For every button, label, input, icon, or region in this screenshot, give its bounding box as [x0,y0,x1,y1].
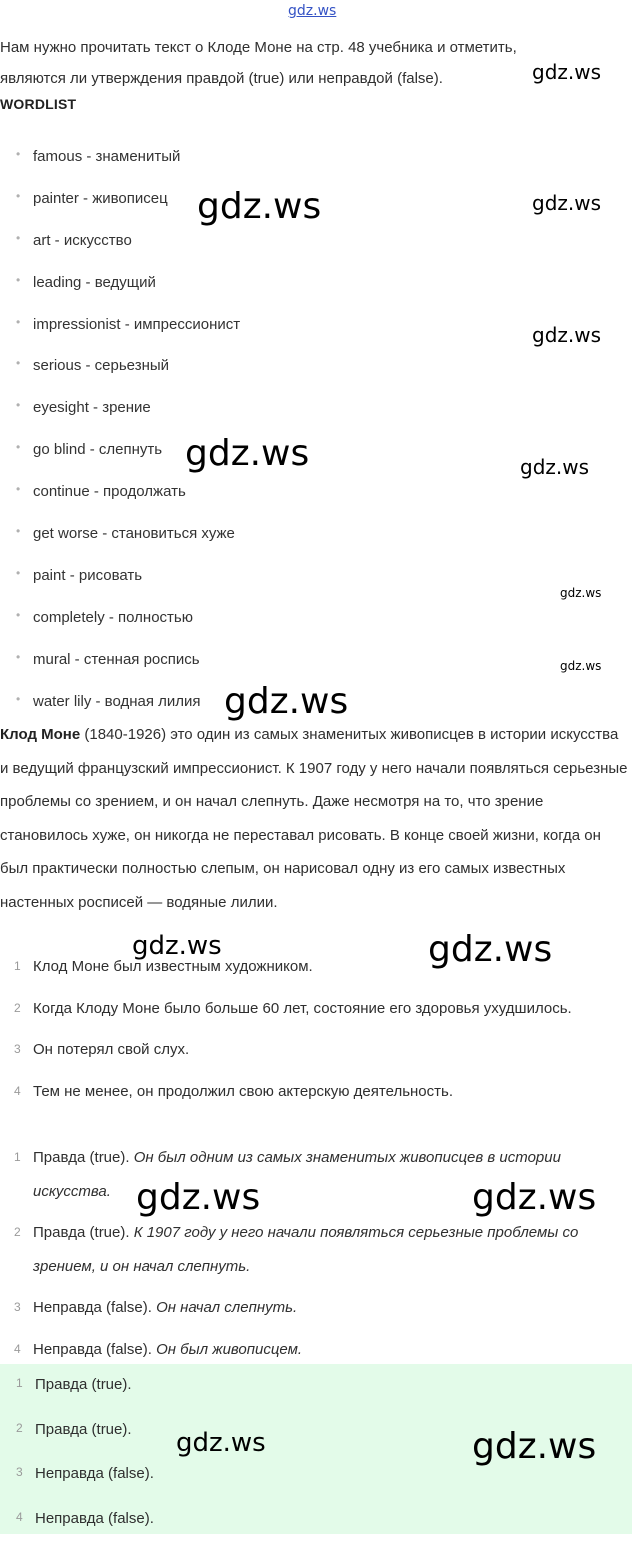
explanation-verdict: Правда (true). [33,1149,134,1166]
statement-number: 4 [14,1083,21,1098]
answer-number: 3 [16,1465,23,1480]
bullet-icon: • [16,188,21,203]
wordlist-item [0,345,632,387]
bullet-icon: • [16,272,21,287]
bullet-icon: • [16,230,21,245]
explanation-number: 4 [14,1341,21,1356]
explanation-list [0,1141,632,1366]
intro-line-1: Нам нужно прочитать текст о Клоде Моне на стр. 48 учебника и отметить, [0,39,517,56]
statement-number: 3 [14,1042,21,1056]
statement-number: 1 [14,959,21,973]
bullet-icon: • [16,398,21,413]
wordlist-item-text: eyesight - зрение [33,399,151,417]
answer-number: 1 [16,1376,23,1390]
wordlist-item-text: leading - ведущий [33,273,156,291]
answer-number: 4 [16,1510,23,1525]
watermark: gdz.ws [197,186,322,227]
story-paragraph [0,718,628,919]
wordlist-heading: WORDLIST [0,96,77,112]
explanation-verdict: Правда (true). [33,1224,134,1241]
story-text: (1840-1926) это один из самых знаменитых живописцев в истории искусства и ведущий французский импрессионист. К 1907 году у него начали появляться серьезные проблемы со зрением, и он начал слепнуть. Даже несмотря на то, что зрение становилось хуже, он никогда не переставал рисовать. В конце своей жизни, когда он был практически полностью слепым, он нарисовал одну из его самых известных настенных росписей — водяные лилии. [0,726,628,911]
wordlist-item-text: serious - серьезный [33,357,170,375]
wordlist-item-text: art - искусство [33,231,132,249]
watermark: gdz.ws [132,931,222,961]
wordlist-item [0,555,632,597]
explanation-item [0,1216,632,1283]
wordlist-item-text: get worse - становиться хуже [33,525,235,543]
intro-line-2: являются ли утверждения правдой (true) или неправдой (false). [0,70,443,87]
watermark: gdz.ws [532,191,602,215]
watermark: gdz.ws [472,1177,597,1218]
explanation-quote: Он начал слепнуть. [156,1299,298,1316]
statement-item [0,1075,632,1109]
explanation-verdict: Неправда (false). [33,1340,157,1358]
wordlist-item-text: impressionist - импрессионист [33,315,241,333]
bullet-icon: • [16,691,21,706]
statement-item [0,992,632,1026]
answer-text: Неправда (false). [35,1465,154,1483]
wordlist-item-text: continue - продолжать [33,483,186,501]
watermark: gdz.ws [185,433,310,474]
wordlist-item [0,387,632,429]
bullet-icon: • [16,649,21,664]
statement-text: Когда Клоду Моне было больше 60 лет, состояние его здоровья ухудшилось. [33,999,572,1017]
explanation-quote: К 1907 году у него начали появляться серьезные проблемы со зрением, и он начал слепнуть. [33,1224,579,1275]
bullet-icon: • [16,524,21,539]
watermark: gdz.ws [560,659,602,673]
answer-text: Правда (true). [35,1420,132,1438]
explanation-number: 3 [14,1300,21,1314]
explanation-verdict: Неправда (false). [33,1299,157,1316]
statement-number: 2 [14,1000,21,1015]
explanation-number: 1 [14,1150,21,1164]
explanation-quote: Он был одним из самых знаменитых живописцев в истории искусства. [33,1149,561,1200]
wordlist-item [0,136,632,178]
wordlist-item [0,597,632,639]
bullet-icon: • [16,314,21,329]
bullet-icon: • [16,565,21,580]
answer-text: Правда (true). [35,1376,132,1393]
wordlist-item-text: water lily - водная лилия [33,692,201,710]
wordlist-item-text: mural - стенная роспись [33,650,200,668]
statement-text: Он потерял свой слух. [33,1041,190,1058]
watermark: gdz.ws [532,60,602,84]
answer-item [0,1498,632,1543]
wordlist-item [0,639,632,681]
watermark: gdz.ws [520,455,590,479]
wordlist-item-text: painter - живописец [33,189,168,207]
explanation-quote: Он был живописцем. [156,1340,303,1358]
wordlist-item-text: completely - полностью [33,608,193,626]
watermark: gdz.ws [176,1428,266,1458]
bullet-icon: • [16,482,21,497]
bullet-icon: • [16,440,21,455]
watermark: gdz.ws [560,586,602,600]
site-link[interactable]: gdz.ws [288,3,337,19]
wordlist-item-text: paint - рисовать [33,566,143,584]
wordlist-item-text: go blind - слепнуть [33,441,163,459]
explanation-item [0,1291,632,1325]
watermark: gdz.ws [428,929,553,970]
wordlist-item [0,262,632,304]
wordlist-item [0,513,632,555]
explanation-item [0,1333,632,1367]
statement-text: Клод Моне был известным художником. [33,958,313,975]
watermark: gdz.ws [224,681,349,722]
bullet-icon: • [16,356,21,371]
watermark: gdz.ws [136,1177,261,1218]
story-name: Клод Моне [0,726,81,743]
answer-text: Неправда (false). [35,1510,154,1528]
watermark: gdz.ws [532,323,602,347]
statement-text: Тем не менее, он продолжил свою актерскую деятельность. [33,1082,453,1100]
statement-list [0,950,632,1108]
explanation-number: 2 [14,1225,21,1239]
bullet-icon: • [16,147,21,161]
bullet-icon: • [16,607,21,622]
answer-number: 2 [16,1420,23,1435]
watermark: gdz.ws [472,1426,597,1467]
answer-item [0,1364,632,1409]
wordlist-item-text: famous - знаменитый [33,148,181,165]
statement-item [0,1033,632,1067]
